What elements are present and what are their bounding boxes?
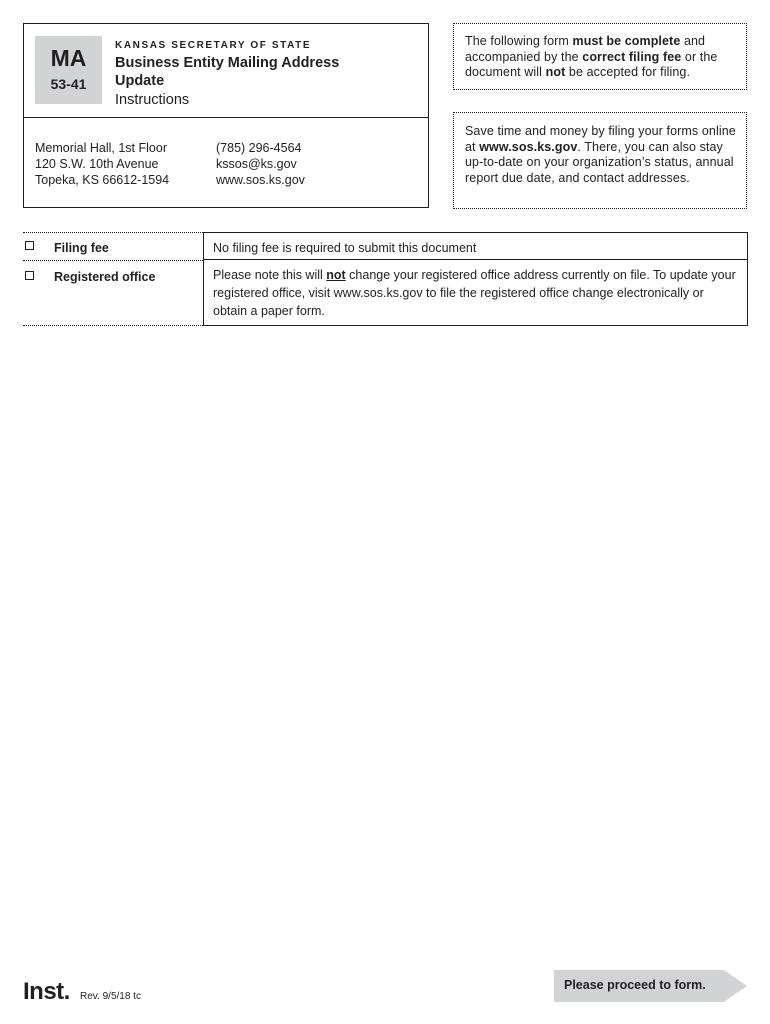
- phone-number: (785) 296-4564: [216, 141, 302, 155]
- notice-emphasis: must be complete: [572, 34, 681, 48]
- instruction-table: [23, 232, 748, 326]
- address-line: Topeka, KS 66612-1594: [35, 173, 170, 187]
- registered-office-label: Registered office: [54, 270, 156, 284]
- agency-name: KANSAS SECRETARY OF STATE: [115, 40, 312, 51]
- filing-fee-label: Filing fee: [54, 241, 109, 255]
- table-row: [23, 260, 748, 326]
- website-link[interactable]: www.sos.ks.gov: [216, 173, 305, 187]
- proceed-label: Please proceed to form.: [564, 978, 706, 992]
- revision-date: Rev. 9/5/18 tc: [80, 991, 141, 1002]
- proceed-to-form-button[interactable]: [554, 970, 747, 1002]
- form-id-badge: [35, 36, 102, 104]
- table-divider: [23, 325, 203, 326]
- notice-text: The following form: [465, 34, 573, 48]
- form-number: 53-41: [50, 76, 87, 92]
- form-title: Business Entity Mailing Address Update: [115, 55, 340, 89]
- form-subtitle: Instructions: [115, 92, 190, 108]
- website-link[interactable]: www.sos.ks.gov: [479, 139, 578, 154]
- address-line: 120 S.W. 10th Avenue: [35, 157, 159, 171]
- row-text-part: change your registered office address currently on file. To update your registered office, visit www.sos.ks.gov to file the registered office change electronically or obtain a paper form.: [213, 268, 736, 318]
- notice-emphasis: not: [545, 65, 566, 79]
- form-code: MA: [50, 45, 87, 71]
- notice-text: Save time and money by filing your forms online at: [465, 124, 736, 154]
- checkbox-icon[interactable]: [25, 241, 34, 250]
- office-address: [35, 140, 169, 188]
- notice-text: . There, you can also stay up-to-date on your organization’s status, annual report due date, and contact addresses.: [465, 139, 734, 185]
- form-title-block: [24, 24, 428, 118]
- notice-text: or the document will: [465, 49, 718, 79]
- checkbox-icon[interactable]: [25, 271, 34, 280]
- row-label-cell: [23, 232, 203, 260]
- row-text-emphasis: not: [326, 268, 346, 282]
- row-label-cell: [23, 260, 203, 354]
- office-contact: [216, 140, 305, 188]
- table-row: [23, 232, 748, 260]
- notice-text: and accompanied by the: [465, 34, 706, 64]
- completeness-notice: [453, 23, 747, 90]
- instructions-tag: Inst.: [23, 978, 70, 1005]
- notice-text: be accepted for filing.: [565, 65, 691, 79]
- notice-emphasis: correct filing fee: [582, 49, 682, 64]
- filing-fee-text: No filing fee is required to submit this document: [203, 232, 748, 260]
- form-header-box: [23, 23, 429, 208]
- email-link[interactable]: kssos@ks.gov: [216, 157, 297, 171]
- registered-office-text: [203, 260, 748, 326]
- row-text-part: Please note this will: [213, 268, 327, 282]
- online-filing-notice: [453, 112, 747, 209]
- address-line: Memorial Hall, 1st Floor: [35, 141, 167, 155]
